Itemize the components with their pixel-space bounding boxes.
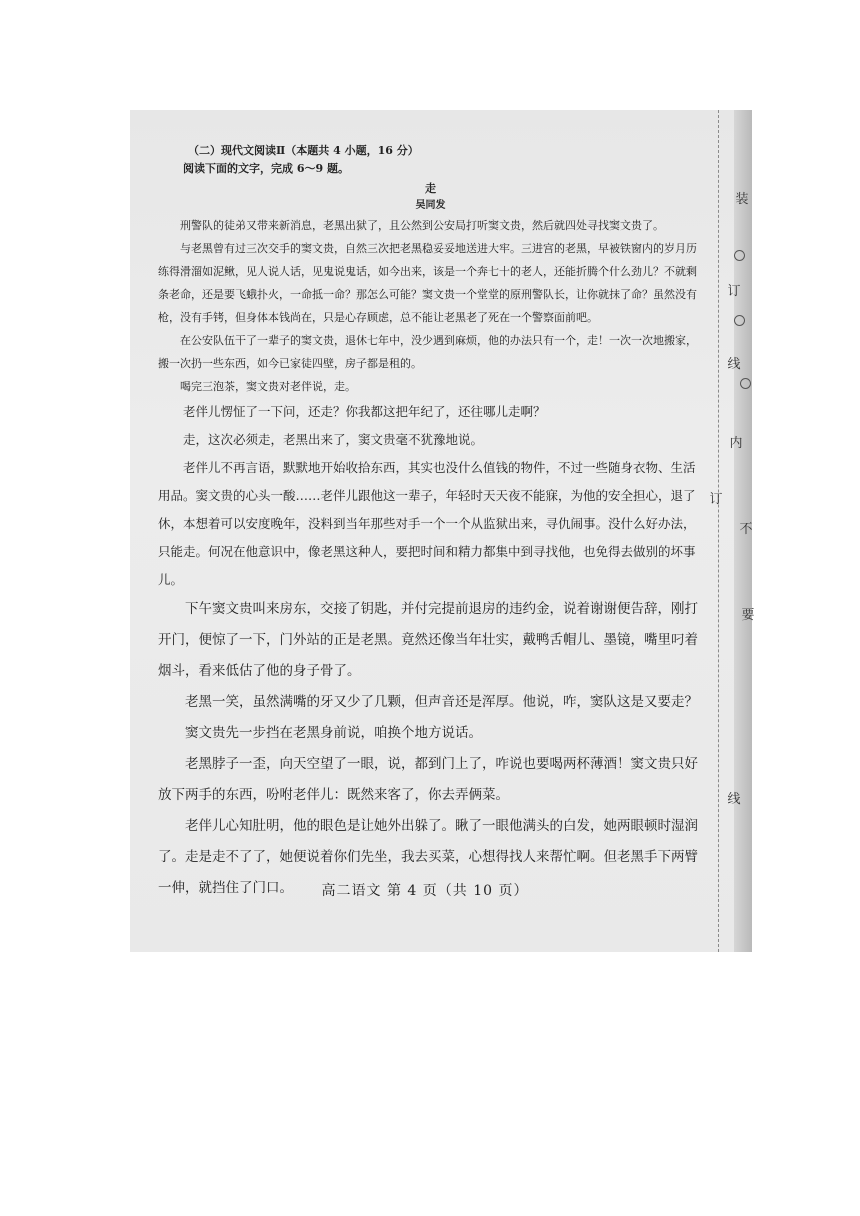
paragraph: 老黑一笑，虽然满嘴的牙又少了几颗，但声音还是浑厚。他说，咋，窦队这是又要走？ [185, 694, 698, 710]
binding-char: 线 [727, 357, 741, 372]
paragraph: 与老黑曾有过三次交手的窦文贵，自然三次把老黑稳妥妥地送进大牢。三进宫的老黑，早被铁窗内的岁月历练得滑溜如泥鳅，见人说人话，见鬼说鬼话，如今出来，该是一个奔七十的老人，还能折腾个什么劲儿？不就剩条老命，还是要飞蛾扑火，一命抵一命？那怎么可能？窦文贵一个堂堂的原刑警队长，让你就抹了命？虽然没有枪，没有手铐，但身体本钱尚在，只是心存顾虑，总不能让老黑老了死在一个警察面前吧。 [158, 242, 697, 324]
story-author: 吴同发 [415, 200, 446, 211]
paragraph: 在公安队伍干了一辈子的窦文贵，退休七年中，没少遇到麻烦，他的办法只有一个，走！一次一次地搬家，搬一次扔一些东西，如今已家徒四壁，房子都是租的。 [158, 334, 697, 370]
binding-char: 内 [729, 436, 743, 451]
binding-char: 订 [727, 284, 741, 299]
page-footer: 高二语文 第 4 页（共 10 页） [321, 883, 529, 899]
paragraph: 刑警队的徒弟又带来新消息，老黑出狱了，且公然到公安局打听窦文贵，然后就四处寻找窦文贵了。 [180, 219, 664, 232]
paragraph: 老伴儿心知肚明，他的眼色是让她外出躲了。瞅了一眼他满头的白发，她两眼顿时湿润了。走是走不了了，她便说着你们先坐，我去买菜，心想得找人来帮忙啊。但老黑手下两臂一伸，就挡住了门口。 [158, 818, 698, 896]
paragraph: 走，这次必须走，老黑出来了，窦文贵毫不犹豫地说。 [183, 432, 484, 447]
binding-dashed-line [718, 110, 719, 952]
exam-page-photo [130, 110, 755, 952]
binding-char: 线 [727, 792, 741, 807]
binding-margin [709, 110, 755, 952]
paragraph: 老伴儿不再言语，默默地开始收拾东西，其实也没什么值钱的物件，不过一些随身衣物、生活用品。窦文贵的心头一酸……老伴儿跟他这一辈子，年轻时天天夜不能寐，为他的安全担心，退了休，本想着可以安度晚年，没料到当年那些对手一个一个从监狱出来，寻仇闹事。没什么好办法，只能走。何况在他意识中，像老黑这种人，要把时间和精力都集中到寻找他，也免得去做别的坏事儿。 [158, 460, 696, 587]
paragraph: 窦文贵先一步挡在老黑身前说，咱换个地方说话。 [185, 725, 482, 741]
instruction: 阅读下面的文字，完成 6～9 题。 [183, 162, 349, 175]
binding-char: 装 [735, 192, 749, 207]
binding-hole-circle [734, 315, 745, 326]
binding-hole-circle [740, 378, 751, 389]
story-title: 走 [425, 182, 436, 195]
question-header: （二）现代文阅读Ⅱ（本题共 4 小题，16 分） [188, 144, 419, 157]
binding-char: 不 [739, 522, 753, 537]
paragraph: 下午窦文贵叫来房东，交接了钥匙，并付完提前退房的违约金，说着谢谢便告辞，刚打开门，便惊了一下，门外站的正是老黑。竟然还像当年壮实，戴鸭舌帽儿、墨镜，嘴里叼着烟斗，看来低估了他的身子骨了。 [158, 601, 698, 679]
binding-char: 要 [741, 608, 755, 623]
binding-char: 订 [709, 492, 723, 507]
reading-passage [158, 142, 703, 904]
binding-hole-circle [734, 250, 745, 261]
paragraph: 喝完三泡茶，窦文贵对老伴说，走。 [180, 380, 356, 393]
paragraph: 老黑脖子一歪，向天空望了一眼，说，都到门上了，咋说也要喝两杯薄酒！窦文贵只好放下两手的东西，吩咐老伴儿：既然来客了，你去弄俩菜。 [158, 756, 698, 803]
paragraph: 老伴儿愣怔了一下问，还走？你我都这把年纪了，还往哪儿走啊？ [183, 404, 546, 419]
